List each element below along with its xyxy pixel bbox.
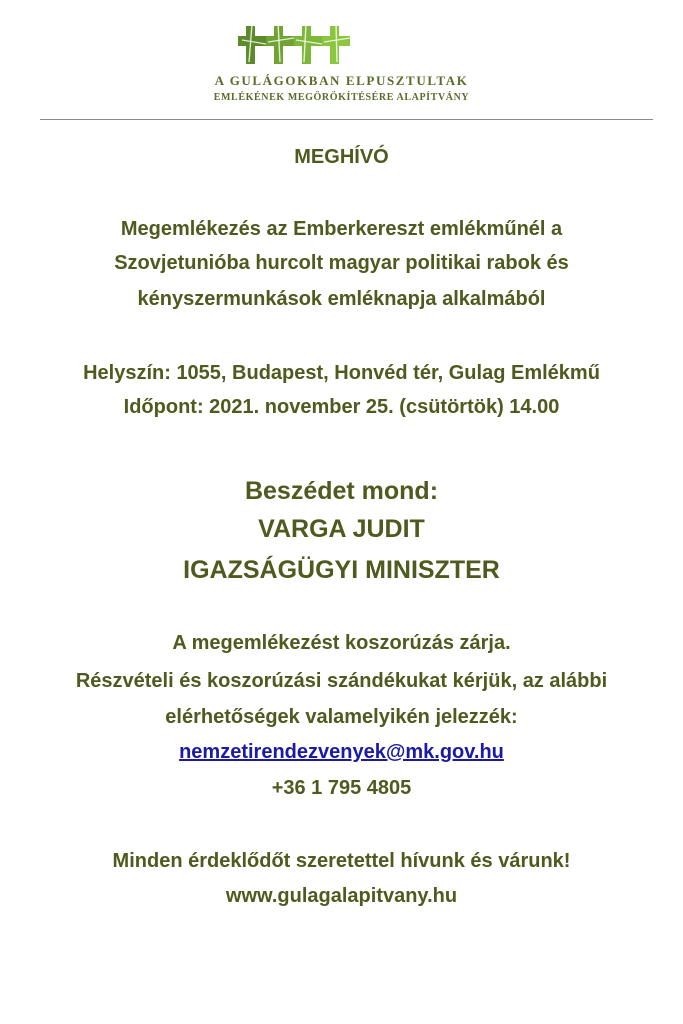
header-divider <box>40 119 653 120</box>
intro-line-1: Megemlékezés az Emberkereszt emlékműnél a <box>120 218 563 240</box>
org-name-line2: EMLÉKÉNEK MEGÖRÖKÍTÉSÉRE ALAPÍTVÁNY <box>213 92 470 103</box>
location: Helyszín: 1055, Budapest, Honvéd tér, Gulag Emlékmű <box>83 362 600 384</box>
rsvp-line-1: Részvételi és koszorúzási szándékukat kérjük, az alábbi <box>75 670 608 692</box>
speaker-name: VARGA JUDIT <box>258 515 425 543</box>
email-link[interactable]: nemzetirendezvenyek@mk.gov.hu <box>179 741 504 763</box>
intro-line-3: kényszermunkások emléknapja alkalmából <box>137 288 546 310</box>
welcome-message: Minden érdeklődőt szeretettel hívunk és várunk! <box>112 850 571 872</box>
website: www.gulagalapitvany.hu <box>225 885 458 907</box>
intro-line-2: Szovjetunióba hurcolt magyar politikai rabok és <box>114 252 569 274</box>
phone-number: +36 1 795 4805 <box>271 777 412 799</box>
speaker-title: IGAZSÁGÜGYI MINISZTER <box>183 556 500 584</box>
green-crosses-logo-icon <box>238 20 364 66</box>
closing-note: A megemlékezést koszorúzás zárja. <box>172 632 511 654</box>
rsvp-line-2: elérhetőségek valamelyikén jelezzék: <box>165 706 518 728</box>
event-time: Időpont: 2021. november 25. (csütörtök) 14.00 <box>123 396 560 418</box>
invitation-title: MEGHÍVÓ <box>294 146 389 168</box>
speech-label: Beszédet mond: <box>244 477 439 505</box>
org-name-line1: A GULÁGOKBAN ELPUSZTULTAK <box>214 73 469 88</box>
